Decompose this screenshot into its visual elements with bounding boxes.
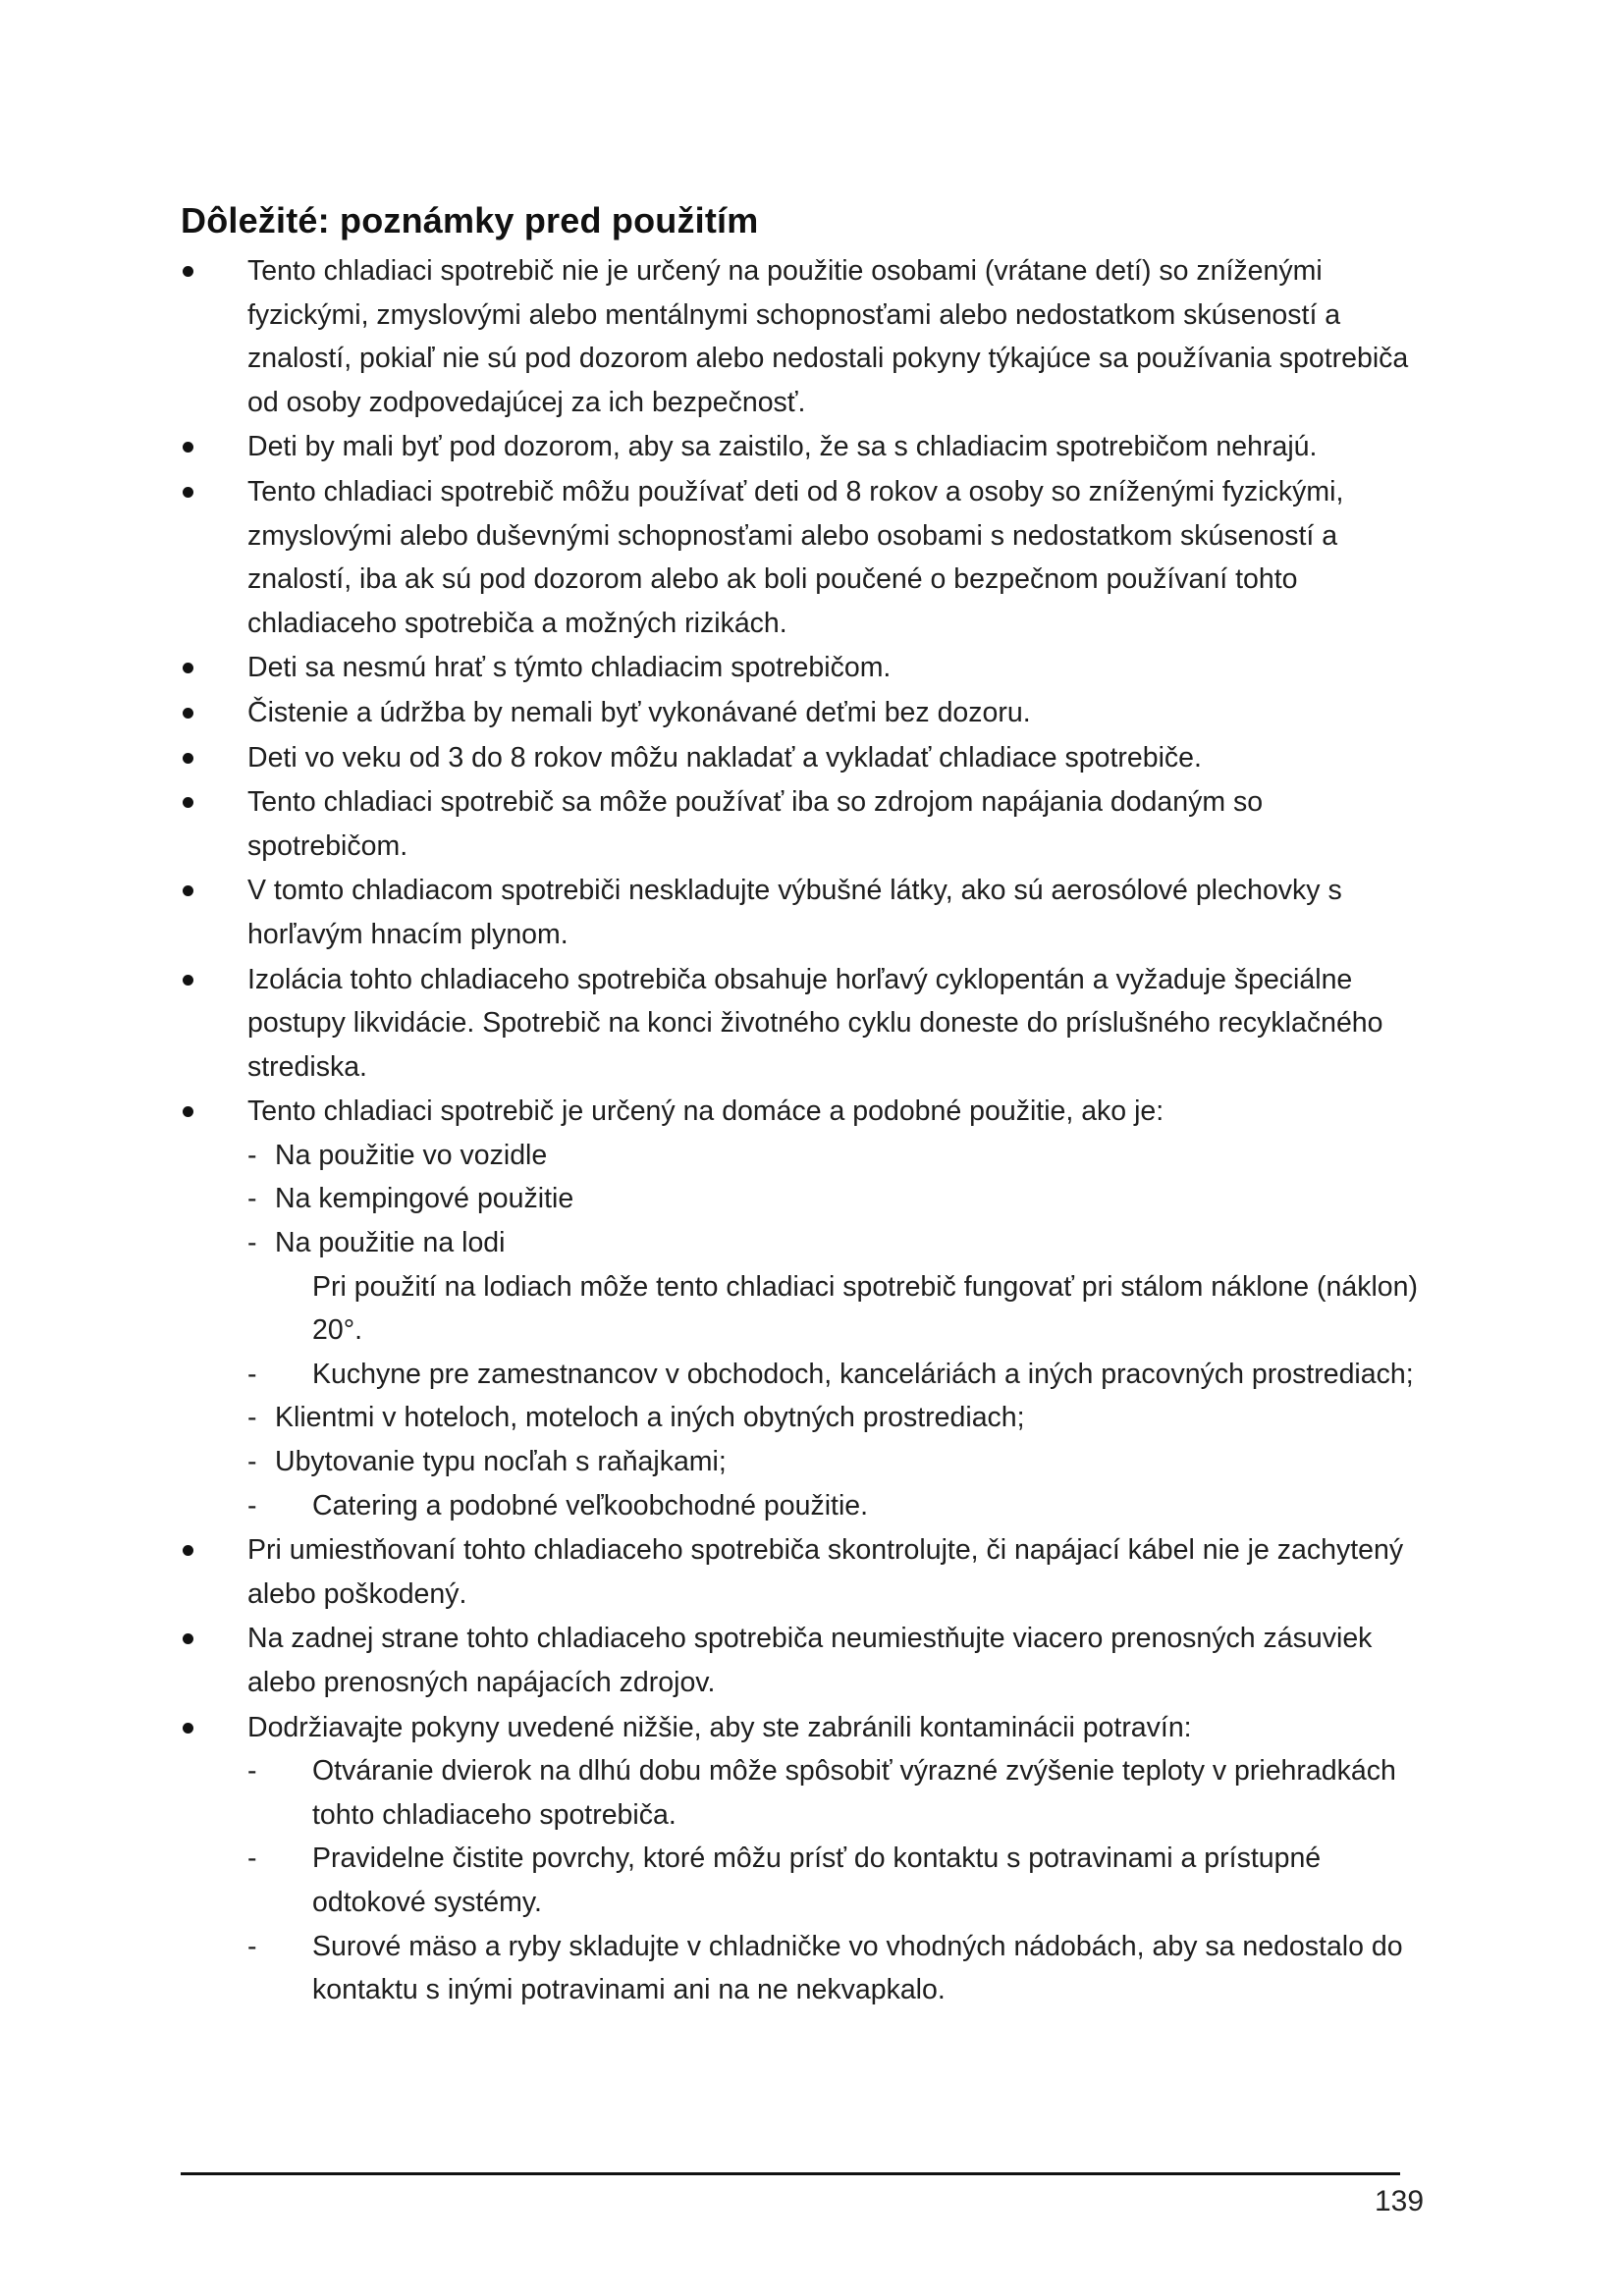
bullet-item: Tento chladiaci spotrebič sa môže používať iba so zdrojom napájania dodaným so spotrebičom. xyxy=(181,780,1428,868)
bullet-icon xyxy=(183,266,193,277)
bullet-item: Tento chladiaci spotrebič nie je určený na použitie osobami (vrátane detí) so zníženými fyzickými, zmyslovými alebo mentálnymi schopnosťami alebo nedostatkom skúseností a znalostí, pokiaľ nie sú pod dozorom alebo nedostali pokyny týkajúce sa používania spotrebiča od osoby zodpovedajúcej za ich bezpečnosť. xyxy=(181,249,1428,424)
bullet-icon xyxy=(183,797,193,808)
dash-icon: - xyxy=(247,1402,257,1434)
dash-icon: - xyxy=(247,1183,257,1215)
bullet-item: Pri umiestňovaní tohto chladiaceho spotrebiča skontrolujte, či napájací kábel nie je zachytený alebo poškodený. xyxy=(181,1528,1428,1616)
bullet-item: Deti vo veku od 3 do 8 rokov môžu nakladať a vykladať chladiace spotrebiče. xyxy=(181,736,1428,780)
sub-item: - Na kempingové použitie xyxy=(247,1177,1428,1221)
bullet-item: Deti by mali byť pod dozorom, aby sa zaistilo, že sa s chladiacim spotrebičom nehrajú. xyxy=(181,425,1428,469)
dash-icon: - xyxy=(247,1842,257,1875)
dash-icon: - xyxy=(247,1139,257,1171)
notes-body xyxy=(181,249,1428,2013)
bullet-icon xyxy=(183,885,193,896)
bullet-icon xyxy=(183,1545,193,1556)
bullet-icon xyxy=(183,753,193,764)
bullet-icon xyxy=(183,708,193,719)
bullet-icon xyxy=(183,975,193,986)
boat-note: Pri použití na lodiach môže tento chladiaci spotrebič fungovať pri stálom náklone (náklon) 20°. xyxy=(312,1270,1418,1347)
intended-use-intro: Tento chladiaci spotrebič je určený na domáce a podobné použitie, ako je: xyxy=(247,1095,1164,1128)
dash-icon: - xyxy=(247,1358,257,1390)
bullet-icon xyxy=(183,487,193,498)
page-number: 139 xyxy=(1375,2185,1425,2217)
bullet-item-contamination xyxy=(181,1706,1428,2012)
dash-icon: - xyxy=(247,1446,257,1478)
sub-item: - Ubytovanie typu nocľah s raňajkami; xyxy=(247,1440,1428,1484)
sub-item: - Na použitie vo vozidle xyxy=(247,1134,1428,1178)
bullet-item: Na zadnej strane tohto chladiaceho spotrebiča neumiestňujte viacero prenosných zásuviek alebo prenosných napájacích zdrojov. xyxy=(181,1617,1428,1704)
dash-icon: - xyxy=(247,1489,257,1522)
sub-item: - Pravidelne čistite povrchy, ktoré môžu prísť do kontaktu s potravinami a prístupné odtokové systémy. xyxy=(247,1837,1428,1924)
bullet-icon xyxy=(183,1633,193,1644)
bullet-item: Čistenie a údržba by nemali byť vykonávané deťmi bez dozoru. xyxy=(181,691,1428,735)
bullet-item: Izolácia tohto chladiaceho spotrebiča obsahuje horľavý cyklopentán a vyžaduje špeciálne postupy likvidácie. Spotrebič na konci životného cyklu doneste do príslušného recyklačného strediska. xyxy=(181,958,1428,1090)
dash-icon: - xyxy=(247,1227,257,1259)
footer-rule xyxy=(181,2172,1400,2175)
bullet-item: Tento chladiaci spotrebič môžu používať deti od 8 rokov a osoby so zníženými fyzickými, zmyslovými alebo duševnými schopnosťami alebo osobami s nedostatkom skúseností a znalostí, iba ak sú pod dozorom alebo ak boli poučené o bezpečnom používaní tohto chladiaceho spotrebiča a možných rizikách. xyxy=(181,470,1428,645)
bullet-icon xyxy=(183,442,193,453)
dash-icon: - xyxy=(247,1930,257,1962)
sub-item: - Surové mäso a ryby skladujte v chladničke vo vhodných nádobách, aby sa nedostalo do kontaktu s inými potravinami ani na ne nekvapkalo. xyxy=(247,1925,1428,2012)
bullet-icon xyxy=(183,1723,193,1734)
sub-item: - Otváranie dvierok na dlhú dobu môže spôsobiť výrazné zvýšenie teploty v priehradkách tohto chladiaceho spotrebiča. xyxy=(247,1749,1428,1837)
sub-item: - Kuchyne pre zamestnancov v obchodoch, kanceláriách a iných pracovných prostrediach; xyxy=(247,1353,1428,1397)
sub-item: - Na použitie na lodi xyxy=(247,1221,1428,1265)
sub-item: - Klientmi v hoteloch, moteloch a iných obytných prostrediach; xyxy=(247,1396,1428,1440)
dash-icon: - xyxy=(247,1755,257,1788)
bullet-item: V tomto chladiacom spotrebiči neskladujte výbušné látky, ako sú aerosólové plechovky s horľavým hnacím plynom. xyxy=(181,869,1428,956)
contamination-intro: Dodržiavajte pokyny uvedené nižšie, aby ste zabránili kontaminácii potravín: xyxy=(247,1711,1192,1743)
page-heading: Dôležité: poznámky pred použitím xyxy=(181,200,759,240)
bullet-icon xyxy=(183,663,193,673)
bullet-item: Deti sa nesmú hrať s týmto chladiacim spotrebičom. xyxy=(181,646,1428,690)
bullet-icon xyxy=(183,1106,193,1117)
sub-item: - Catering a podobné veľkoobchodné použitie. xyxy=(247,1484,1428,1528)
bullet-item-intended-use xyxy=(181,1090,1428,1527)
